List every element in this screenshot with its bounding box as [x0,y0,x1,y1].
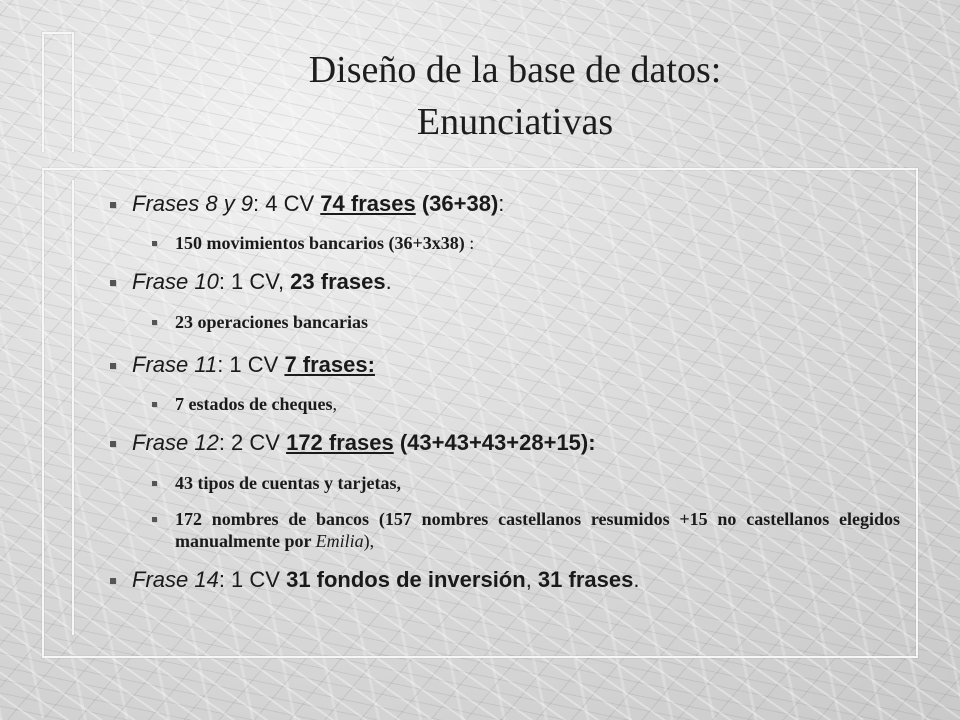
item-count: 172 frases [286,430,394,455]
item-cv-text: : 1 CV [218,567,287,592]
body-frame-right-line [916,168,918,658]
bullet-item-frase-11 [100,351,900,379]
title-frame-top-line [42,32,74,34]
bullet-item-frase-14 [100,566,900,594]
slide-title-line1: Diseño de la base de datos: [308,49,722,91]
item-count: 7 frases: [284,352,375,377]
sub-item-bold-text: 23 operaciones bancarias [175,312,368,332]
bullet-square-icon [110,578,116,584]
item-frase-label: Frase 11 [132,352,218,377]
sub-item-operaciones [100,311,900,333]
sub-item-tipos-cuentas [100,472,900,494]
bullet-square-icon [110,441,116,447]
item-end: . [385,269,392,294]
sub-item-bold-text: 7 estados de cheques [175,394,333,414]
item-count: 31 fondos de inversión [286,567,526,592]
item-cv-text: : 4 CV [253,191,321,216]
item-count: 23 frases [290,269,386,294]
sub-bullet-square-icon [152,517,157,522]
item-frase-label: Frase 12 [132,430,219,455]
sub-bullet-square-icon [152,481,157,486]
body-frame-top-line [42,168,918,170]
bullet-square-icon [110,363,116,369]
item-cv-text: : 1 CV [217,352,285,377]
item-frase-label: Frase 10 [132,269,219,294]
slide-body [100,190,900,594]
title-frame-left-line [42,32,44,152]
sub-item-nombres-bancos [100,508,900,552]
sub-bullet-square-icon [152,241,157,246]
item-cv-text: : 1 CV, [218,269,291,294]
bullet-square-icon [110,202,116,208]
item-detail: (43+43+43+28+15): [393,430,596,455]
sub-item-rest-text: , [332,394,338,414]
sub-item-movimientos [100,232,900,254]
item-end: . [633,567,640,592]
item-separator: , [525,567,538,592]
slide-title-line2: Enunciativas [416,101,614,143]
sub-bullet-square-icon [152,402,157,407]
item-frase-label: Frase 14 [132,567,219,592]
item-frase-label: Frases 8 y 9 [132,191,254,216]
sub-item-rest-text: ), [363,531,375,551]
body-frame-bottom-line [42,656,918,658]
bullet-item-frase-10 [100,268,900,296]
body-frame-left-line [42,168,44,658]
item-detail: (36+38) [415,191,499,216]
sub-item-bold-text: 150 movimientos bancarios (36+3x38) [175,233,465,253]
body-frame-inner-line [72,180,74,635]
title-frame-right-line [72,32,74,152]
sub-item-bold-text: 43 tipos de cuentas y tarjetas, [175,473,401,493]
sub-item-cheques [100,393,900,415]
item-count: 74 frases [320,191,416,216]
item-end: : [498,191,505,216]
sub-item-rest-text: : [464,233,475,253]
bullet-square-icon [110,280,116,286]
sub-item-italic-name: Emilia [315,531,364,551]
sub-item-bold-text: 172 nombres de bancos (157 nombres castellanos resumidos +15 no castellanos elegidos manualmente por [175,509,900,551]
item-cv-text: : 2 CV [218,430,287,455]
slide-title [130,44,900,148]
item-count-2: 31 frases [537,567,634,592]
bullet-item-frases-8-9 [100,190,900,218]
bullet-item-frase-12 [100,429,900,457]
sub-bullet-square-icon [152,320,157,325]
